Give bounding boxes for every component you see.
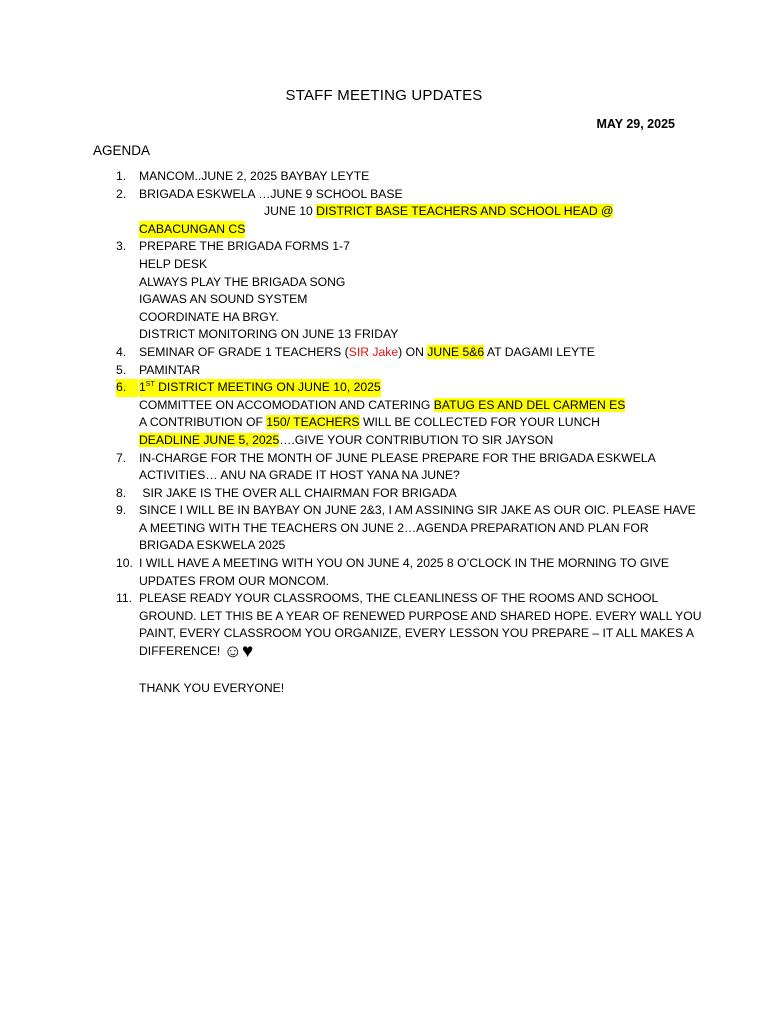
list-item-continuation <box>0 203 768 221</box>
item-text: ) ON <box>398 344 428 359</box>
item-text: PAINT, EVERY CLASSROOM YOU ORGANIZE, EVERY LESSON YOU PREPARE – IT ALL MAKES A <box>139 626 694 641</box>
item-text: DIFFERENCE! <box>139 644 224 659</box>
highlighted-text: DISTRICT BASE TEACHERS AND SCHOOL HEAD @ <box>316 204 614 219</box>
list-item <box>0 590 768 608</box>
item-text: DISTRICT MONITORING ON JUNE 13 FRIDAY <box>139 327 399 342</box>
document-title: STAFF MEETING UPDATES <box>285 87 483 104</box>
list-item-continuation <box>0 520 768 538</box>
item-number: 7. <box>116 450 127 465</box>
list-item-continuation <box>0 643 768 662</box>
heart-icon: ♥ <box>242 641 254 663</box>
list-item-continuation <box>0 256 768 274</box>
list-item-continuation <box>0 274 768 292</box>
list-item-continuation <box>0 432 768 450</box>
item-text: ….GIVE YOUR CONTRIBUTION TO SIR JAYSON <box>279 432 554 447</box>
item-text: COMMITTEE ON ACCOMODATION AND CATERING <box>139 397 434 412</box>
list-item-continuation <box>0 326 768 344</box>
highlighted-text: 150/ TEACHERS <box>266 415 360 430</box>
list-item <box>0 379 768 397</box>
item-number: 5. <box>116 362 127 377</box>
highlighted-text: BATUG ES AND DEL CARMEN ES <box>433 397 626 412</box>
list-item <box>0 502 768 520</box>
item-text: BRIGADA ESKWELA …JUNE 9 SCHOOL BASE <box>139 186 403 201</box>
list-item <box>0 450 768 468</box>
item-text: IN-CHARGE FOR THE MONTH OF JUNE PLEASE PREPARE FOR THE BRIGADA ESKWELA <box>139 450 656 465</box>
item-number: 1. <box>116 169 127 183</box>
list-item <box>0 168 768 186</box>
item-text: SEMINAR OF GRADE 1 TEACHERS ( <box>139 344 349 359</box>
list-item-continuation <box>0 397 768 415</box>
list-item-continuation <box>0 221 768 239</box>
list-item <box>0 238 768 256</box>
item-text: WILL BE COLLECTED FOR YOUR LUNCH <box>359 415 600 430</box>
item-text: I WILL HAVE A MEETING WITH YOU ON JUNE 4, 2025 8 O’CLOCK IN THE MORNING TO GIVE <box>139 556 670 571</box>
closing-line <box>0 680 768 698</box>
item-text: BRIGADA ESKWELA 2025 <box>139 538 286 553</box>
list-item <box>0 555 768 573</box>
item-text: AT DAGAMI LEYTE <box>484 344 595 359</box>
item-text: A MEETING WITH THE TEACHERS ON JUNE 2…AGENDA PREPARATION AND PLAN FOR <box>139 520 649 535</box>
closing-text: THANK YOU EVERYONE! <box>139 680 285 695</box>
list-item-continuation <box>0 467 768 485</box>
agenda-list <box>0 168 768 697</box>
item-text: PLEASE READY YOUR CLASSROOMS, THE CLEANLINESS OF THE ROOMS AND SCHOOL <box>139 591 659 606</box>
item-number: 11. <box>116 591 133 606</box>
item-number: 6. <box>116 379 138 397</box>
highlighted-text: DEADLINE JUNE 5, 2025 <box>139 432 280 447</box>
highlighted-text: CABACUNGAN CS <box>139 221 245 239</box>
item-text: GROUND. LET THIS BE A YEAR OF RENEWED PURPOSE AND SHARED HOPE. EVERY WALL YOU <box>139 608 702 623</box>
highlighted-text: DISTRICT MEETING ON JUNE 10, 2025 <box>154 380 381 395</box>
list-item-continuation <box>0 573 768 591</box>
list-item-continuation <box>0 309 768 327</box>
item-number: 4. <box>116 344 127 359</box>
highlighted-text: JUNE 5&6 <box>427 344 485 359</box>
list-item-continuation <box>0 291 768 309</box>
item-number: 2. <box>116 186 127 201</box>
list-item <box>0 485 768 503</box>
item-number: 10. <box>116 556 133 571</box>
list-item <box>0 186 768 204</box>
list-item-continuation <box>0 537 768 555</box>
item-number: 3. <box>116 239 127 254</box>
item-text: SINCE I WILL BE IN BAYBAY ON JUNE 2&3, I AM ASSINING SIR JAKE AS OUR OIC. PLEASE HAVE <box>139 503 696 518</box>
document-date: MAY 29, 2025 <box>596 117 675 131</box>
superscript: ST <box>145 381 155 389</box>
agenda-heading: AGENDA <box>93 143 151 158</box>
item-text: ACTIVITIES… ANU NA GRADE IT HOST YANA NA JUNE? <box>139 468 460 483</box>
item-text: IGAWAS AN SOUND SYSTEM <box>139 292 308 307</box>
highlighted-text: 1 <box>139 380 146 395</box>
list-item <box>0 362 768 380</box>
item-text: PREPARE THE BRIGADA FORMS 1-7 <box>139 239 350 254</box>
item-text: JUNE 10 <box>264 204 317 219</box>
list-item-continuation <box>0 625 768 643</box>
item-text: SIR JAKE IS THE OVER ALL CHAIRMAN FOR BRIGADA <box>139 485 457 500</box>
item-text: ALWAYS PLAY THE BRIGADA SONG <box>139 274 346 289</box>
list-item-continuation <box>0 608 768 626</box>
item-text: MANCOM..JUNE 2, 2025 BAYBAY LEYTE <box>139 169 370 183</box>
list-item <box>0 344 768 362</box>
item-text: PAMINTAR <box>139 362 201 377</box>
list-item-continuation <box>0 414 768 432</box>
item-text: A CONTRIBUTION OF <box>139 415 267 430</box>
item-text: HELP DESK <box>139 256 208 271</box>
item-text: COORDINATE HA BRGY. <box>139 309 279 324</box>
item-number: 8. <box>116 485 127 500</box>
item-number: 9. <box>116 503 127 518</box>
item-text: UPDATES FROM OUR MONCOM. <box>139 573 330 588</box>
smiley-face-icon: ☺ <box>223 641 243 662</box>
red-text: SIR Jake <box>348 344 399 359</box>
